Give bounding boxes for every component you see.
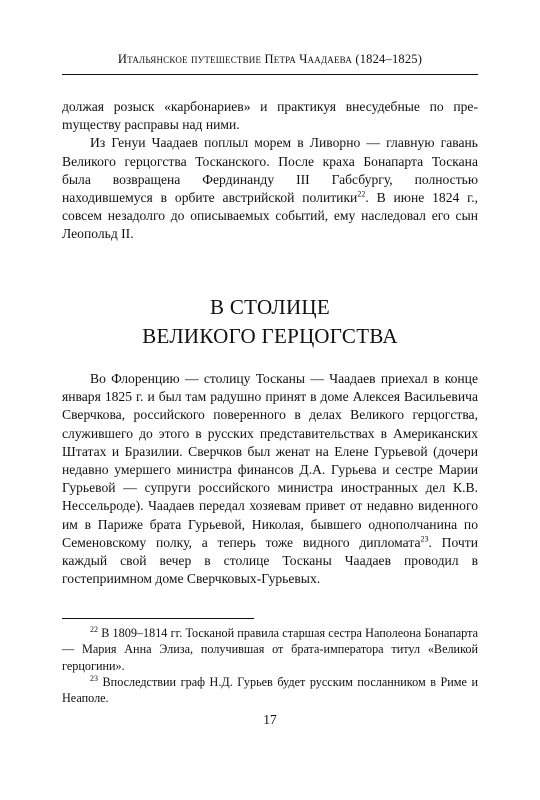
footnote-ref-22: 22 bbox=[357, 189, 366, 199]
intro-paragraph-2: Из Генуи Чаадаев поплыл морем в Ливорно — главную гавань Великого герцогства Тосканского. После краха Бонапарта Тоскана была возвращена Фердинанду III Габсбургу, полностью находившемуся в орбите австрийской политики$^{22}$. В июне 1824 г., совсем незадолго до описываемых событий, ему наследовал его сын Леопольд II. bbox=[62, 135, 478, 242]
section-heading-line-2: ВЕЛИКОГО ГЕРЦОГСТВА bbox=[142, 324, 398, 348]
footnote-number: 23 bbox=[90, 673, 98, 683]
footnote-rule bbox=[62, 618, 254, 619]
page-number: 17 bbox=[263, 712, 277, 727]
intro-paragraph-1: должая розыск «карбонариев» и практикуя внесудебные по преmуществу расправы над ними. bbox=[62, 99, 478, 133]
footnotes bbox=[62, 625, 478, 706]
running-header: Итальянское путешествие Петра Чаадаева (1824–1825) bbox=[117, 52, 423, 66]
intro-text bbox=[62, 98, 478, 244]
footnote-22: $^{22}$ В 1809–1814 гг. Тосканой правила старшая сестра Наполеона Бонапарта — Мария Анна Элиза, получившая от брата-императора титул «Великой герцогини». bbox=[62, 624, 478, 673]
footnote-number: 22 bbox=[90, 624, 98, 634]
footnote-ref-23: 23 bbox=[420, 534, 429, 544]
section-heading bbox=[62, 293, 478, 351]
header-rule bbox=[62, 74, 478, 75]
footnote-23: $^{23}$ Впоследствии граф Н.Д. Гурьев будет русским посланником в Риме и Неаполе. bbox=[62, 673, 478, 706]
section-paragraph-1: Во Флоренцию — столицу Тосканы — Чаадаев приехал в конце января 1825 г. и был там радушно принят в доме Алексея Васильевича Сверчкова, российского поверенного в делах Великого герцогства, служившего до этого в русских представительствах в Американских Штатах и Бразилии. Сверчков был женат на Елене Гурьевой (дочери недавно умершего министра финансов Д.А. Гурьева и сестре Марии Гурьевой — супруги российского министра иностранных дел К.В. Нессельроде). Чаадаев передал хозяевам привет от недавно виденного им в Париже брата Гурьевой, Николая, бывшего однополчанина по Семеновскому полку, а теперь тоже видного дипломата$^{23}$. Почти каждый свой вечер в столице Тосканы Чаадаев проводил в гостеприимном доме Сверчковых-Гурьевых. bbox=[62, 371, 478, 587]
section-text bbox=[62, 370, 478, 588]
section-heading-line-1: В СТОЛИЦЕ bbox=[209, 295, 331, 319]
